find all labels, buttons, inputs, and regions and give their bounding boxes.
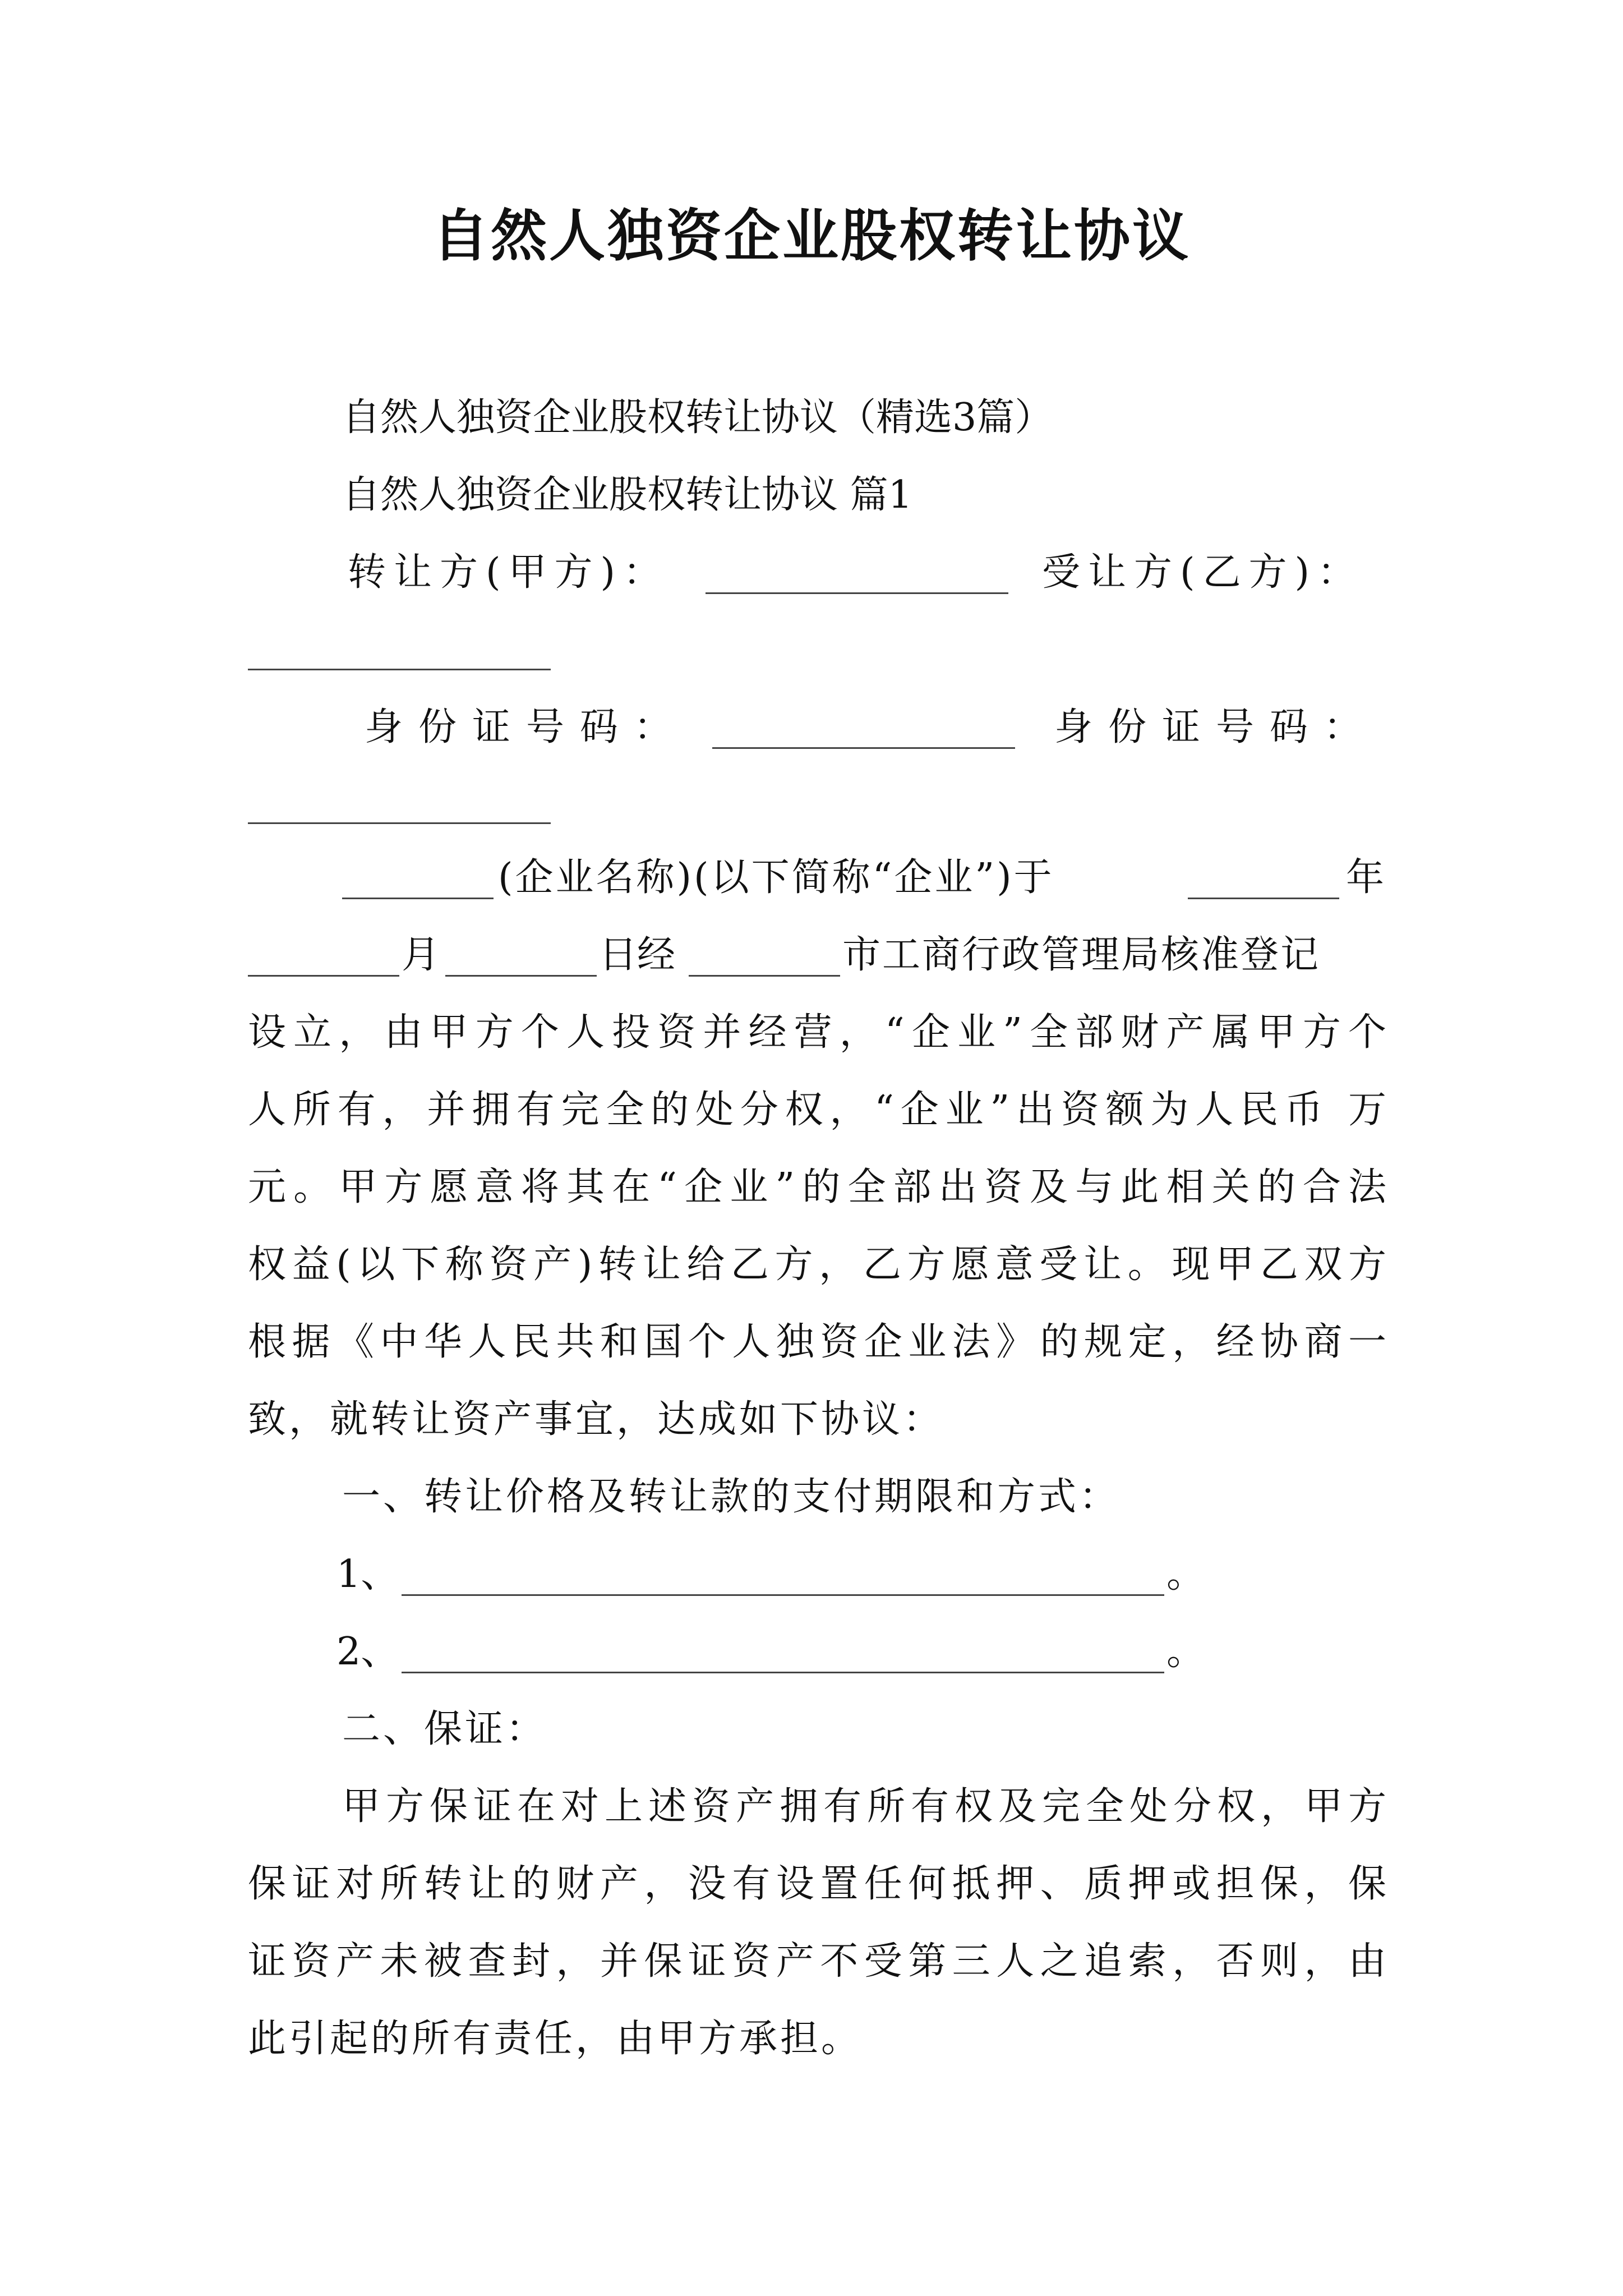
- para2-line3: 证资产未被查封，并保证资产不受第三人之追索，否则，由: [248, 1939, 1386, 1984]
- item2-end: 。: [1166, 1630, 1205, 1674]
- id-label-transferor: 身份证号码：: [365, 705, 688, 749]
- clause2-heading: 二、保证：: [342, 1707, 547, 1751]
- transferee-name-blank: [248, 669, 551, 670]
- document-subtitle: 自然人独资企业股权转让协议（精选3篇）: [342, 395, 1053, 440]
- day-blank: [445, 975, 597, 977]
- para2-line2: 保证对所转让的财产，没有设置任何抵押、质押或担保，保: [248, 1862, 1386, 1906]
- item1-end: 。: [1166, 1552, 1205, 1596]
- year-blank: [1188, 898, 1339, 899]
- item1-label: 1、: [336, 1552, 399, 1596]
- month-blank: [248, 975, 399, 977]
- company-name-blank: [342, 898, 494, 899]
- para1-year-label: 年: [1346, 855, 1385, 900]
- para1-day-label: 日经: [599, 933, 676, 977]
- para2-line1: 甲方保证在对上述资产拥有所有权及完全处分权，甲方: [342, 1784, 1386, 1829]
- transferor-name-blank: [706, 592, 1008, 594]
- transferee-label: 受让方(乙方)：: [1042, 550, 1364, 595]
- para1-line6: 权益(以下称资产)转让给乙方，乙方愿意受让。现甲乙双方: [248, 1243, 1386, 1287]
- item2-label: 2、: [336, 1630, 399, 1674]
- item2-blank: [402, 1672, 1164, 1673]
- para1-month-label: 月: [402, 933, 440, 977]
- para1-line3: 设立，由甲方个人投资并经营，“企业”全部财产属甲方个: [248, 1010, 1386, 1055]
- id-number-blank-transferor: [712, 747, 1015, 749]
- para1-line4: 人所有，并拥有完全的处分权，“企业”出资额为人民币 万: [248, 1088, 1386, 1132]
- para2-line4: 此引起的所有责任，由甲方承担。: [248, 2017, 863, 2061]
- para1-line1: (企业名称)(以下简称“企业”)于: [498, 855, 1054, 900]
- id-label-transferee: 身份证号码：: [1054, 705, 1378, 749]
- item1-blank: [402, 1594, 1164, 1596]
- section-heading: 自然人独资企业股权转让协议 篇1: [342, 473, 912, 517]
- para1-line8: 致，就转让资产事宜，达成如下协议：: [248, 1397, 944, 1442]
- document-title: 自然人独资企业股权转让协议: [432, 203, 1191, 269]
- id-number-blank-transferee: [248, 822, 551, 824]
- clause1-heading: 一、转让价格及转让款的支付期限和方式：: [342, 1475, 1121, 1519]
- transferor-label: 转让方(甲方)：: [348, 550, 670, 595]
- para1-line2: 市工商行政管理局核准登记: [842, 933, 1321, 977]
- city-blank: [689, 975, 840, 977]
- para1-line5: 元。甲方愿意将其在“企业”的全部出资及与此相关的合法: [248, 1165, 1386, 1209]
- para1-line7: 根据《中华人民共和国个人独资企业法》的规定，经协商一: [248, 1320, 1386, 1364]
